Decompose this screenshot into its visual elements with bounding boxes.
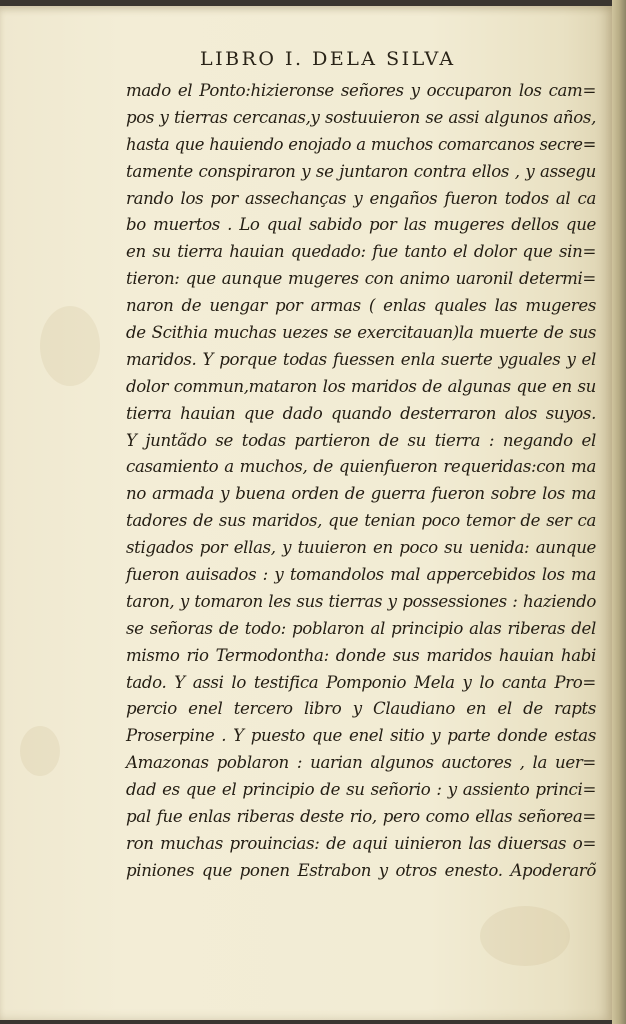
text-line: piniones que ponen Estrabon y otros enesto. Apoderarõ [126, 860, 596, 880]
text-line: se señoras de todo: poblaron al principio alas riberas del [126, 618, 596, 638]
text-line: Y juntãdo se todas partieron de su tierra : negando el [126, 430, 596, 450]
text-line: pal fue enlas riberas deste rio, pero como ellas señorea= [126, 807, 596, 827]
text-line: Proserpine . Y puesto que enel sitio y parte donde estas [126, 726, 596, 746]
text-line: tado. Y assi lo testifica Pomponio Mela y lo canta Pro= [126, 672, 596, 692]
text-line: casamiento a muchos, de quienfueron requeridas:con ma [126, 457, 596, 477]
text-line: tieron: que aunque mugeres con animo uaronil determi= [126, 269, 596, 289]
text-line: bo muertos . Lo qual sabido por las mugeres dellos que [126, 215, 596, 235]
text-line: stigados por ellas, y tuuieron en poco su uenida: aunque [126, 538, 596, 558]
text-line: tadores de sus maridos, que tenian poco temor de ser ca [126, 511, 596, 531]
text-line: mado el Ponto:hizieronse señores y occuparon los cam= [126, 81, 596, 100]
text-line: naron de uengar por armas ( enlas quales las mugeres [126, 296, 596, 316]
page-edge [612, 0, 626, 1024]
text-body [126, 78, 596, 885]
text-line: hasta que hauiendo enojado a muchos comarcanos secre= [126, 134, 596, 154]
text-line: percio enel tercero libro y Claudiano en el de rapts [126, 699, 596, 719]
text-line: mismo rio Termodontha: donde sus maridos hauian habi [126, 645, 596, 665]
text-line: tierra hauian que dado quando desterraron alos suyos. [126, 403, 596, 423]
text-line: taron, y tomaron les sus tierras y possessiones : haziendo [126, 591, 596, 611]
text-line: dolor commun,mataron los maridos de algunas que en su [126, 376, 596, 396]
paper-stain [40, 306, 100, 386]
text-line: dad es que el principio de su señorio : y assiento princi= [126, 780, 596, 800]
text-line: Amazonas poblaron : uarian algunos auctores , la uer= [126, 753, 596, 773]
paper-stain [480, 906, 570, 966]
text-line: maridos. Y porque todas fuessen enla suerte yguales y el [126, 349, 596, 369]
text-line: rando los por assechanças y engaños fueron todos al ca [126, 188, 596, 208]
text-line: pos y tierras cercanas,y sostuuieron se assi algunos años, [126, 107, 596, 127]
text-line: tamente conspiraron y se juntaron contra ellos , y assegu [126, 161, 596, 181]
text-line: de Scithia muchas uezes se exercitauan)la muerte de sus [126, 323, 596, 343]
paper-stain [20, 726, 60, 776]
text-line: ron muchas prouincias: de aqui uinieron las diuersas o= [126, 833, 596, 853]
text-line: no armada y buena orden de guerra fueron sobre los ma [126, 484, 596, 504]
running-head: LIBRO I. DELA SILVA [200, 48, 456, 70]
text-line: en su tierra hauian quedado: fue tanto el dolor que sin= [126, 242, 596, 262]
book-page [0, 6, 612, 1020]
text-line: fueron auisados : y tomandolos mal appercebidos los ma [126, 565, 596, 585]
